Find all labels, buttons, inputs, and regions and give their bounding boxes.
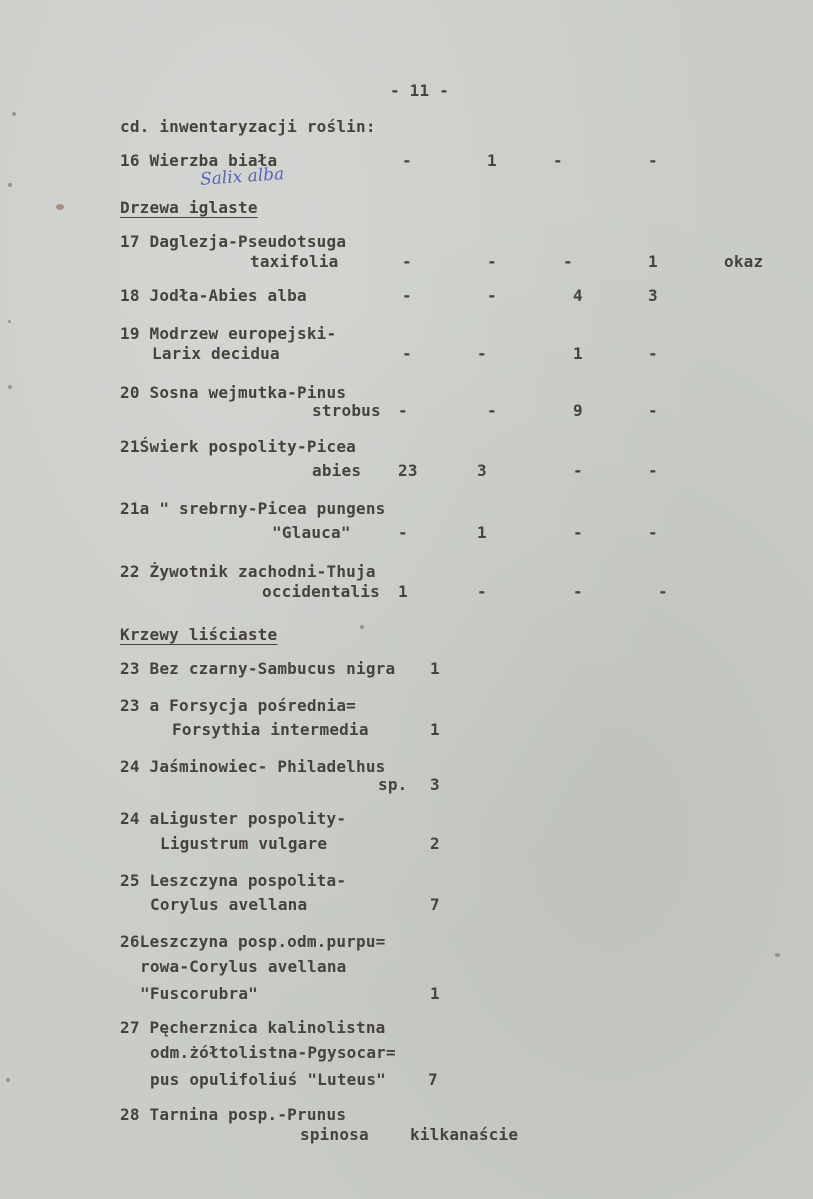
entry-28-name-line1: 28 Tarnina posp.-Prunus: [120, 1105, 347, 1124]
paper-speck: [12, 112, 16, 116]
entry-23-name: 23 Bez czarny-Sambucus nigra: [120, 659, 396, 678]
entry-25-value: 7: [430, 895, 440, 914]
entry-20-col1: -: [398, 401, 408, 420]
entry-18-col1: -: [402, 286, 412, 305]
entry-23a-name-line2: Forsythia intermedia: [172, 720, 369, 739]
entry-22-name-line1: 22 Żywotnik zachodni-Thuja: [120, 562, 376, 581]
paper-speck: [8, 183, 12, 187]
entry-17-col4: 1: [648, 252, 658, 271]
entry-24a-name-line2: Ligustrum vulgare: [160, 834, 328, 853]
entry-21-name-line2: abies: [312, 461, 362, 480]
entry-22-col4: -: [658, 582, 668, 601]
entry-24a-value: 2: [430, 834, 440, 853]
entry-22-col1: 1: [398, 582, 408, 601]
entry-16-col4: -: [648, 151, 658, 170]
entry-21-name-line1: 21Świerk pospolity-Picea: [120, 437, 356, 456]
entry-21a-col1: -: [398, 523, 408, 542]
entry-26-name-line3: "Fuscorubra": [140, 984, 258, 1003]
entry-25-name-line2: Corylus avellana: [150, 895, 308, 914]
entry-25-name-line1: 25 Leszczyna pospolita-: [120, 871, 347, 890]
entry-23-value: 1: [430, 659, 440, 678]
entry-28-name-line2: spinosa: [300, 1125, 369, 1144]
entry-27-value: 7: [428, 1070, 438, 1089]
paper-speck: [360, 625, 364, 629]
entry-21-col4: -: [648, 461, 658, 480]
entry-16-col3: -: [553, 151, 563, 170]
entry-26-value: 1: [430, 984, 440, 1003]
entry-28-value: kilkanaście: [410, 1125, 519, 1144]
entry-20-name-line2: strobus: [312, 401, 381, 420]
entry-20-col3: 9: [573, 401, 583, 420]
entry-20-name-line1: 20 Sosna wejmutka-Pinus: [120, 383, 347, 402]
entry-19-col1: -: [402, 344, 412, 363]
page-number: - 11 -: [390, 81, 449, 100]
entry-19-col3: 1: [573, 344, 583, 363]
paper-speck: [6, 1078, 10, 1082]
entry-26-name-line1: 26Leszczyna posp.odm.purpu=: [120, 932, 386, 951]
intro-line: cd. inwentaryzacji roślin:: [120, 117, 376, 136]
entry-17-note: okaz: [724, 252, 764, 271]
paper-speck: [8, 385, 12, 389]
section-heading-iglaste: Drzewa iglaste: [120, 198, 258, 217]
entry-17-name-line2: taxifolia: [250, 252, 339, 271]
entry-21a-name-line2: "Glauca": [272, 523, 351, 542]
entry-19-col4: -: [648, 344, 658, 363]
entry-24a-name-line1: 24 aLiguster pospolity-: [120, 809, 347, 828]
entry-19-name-line2: Larix decidua: [152, 344, 280, 363]
entry-16-name: 16 Wierzba biała: [120, 151, 278, 170]
entry-17-name-line1: 17 Daglezja-Pseudotsuga: [120, 232, 347, 251]
entry-24-value: 3: [430, 775, 440, 794]
entry-17-col2: -: [487, 252, 497, 271]
entry-19-name-line1: 19 Modrzew europejski-: [120, 324, 337, 343]
entry-21a-col2: 1: [477, 523, 487, 542]
entry-17-col3: -: [563, 252, 573, 271]
entry-21a-name-line1: 21a " srebrny-Picea pungens: [120, 499, 386, 518]
entry-26-name-line2: rowa-Corylus avellana: [140, 957, 347, 976]
entry-21a-col4: -: [648, 523, 658, 542]
paper-speck: [775, 953, 780, 957]
entry-24-name-line1: 24 Jaśminowiec- Philadelhus: [120, 757, 386, 776]
entry-17-col1: -: [402, 252, 412, 271]
entry-22-col2: -: [477, 582, 487, 601]
entry-18-col3: 4: [573, 286, 583, 305]
entry-20-col4: -: [648, 401, 658, 420]
entry-20-col2: -: [487, 401, 497, 420]
entry-27-name-line3: pus opulifoliuś "Luteus": [150, 1070, 386, 1089]
entry-16-col1: -: [402, 151, 412, 170]
entry-27-name-line2: odm.żółtolistna-Pgysocar=: [150, 1043, 396, 1062]
entry-24-name-line2: sp.: [378, 775, 408, 794]
section-heading-krzewy: Krzewy liściaste: [120, 625, 278, 644]
entry-16-col2: 1: [487, 151, 497, 170]
paper-speck: [8, 320, 11, 323]
entry-22-col3: -: [573, 582, 583, 601]
entry-21-col1: 23: [398, 461, 418, 480]
entry-19-col2: -: [477, 344, 487, 363]
entry-21a-col3: -: [573, 523, 583, 542]
paper-speck: [56, 204, 64, 210]
entry-23a-name-line1: 23 a Forsycja pośrednia=: [120, 696, 356, 715]
entry-21-col2: 3: [477, 461, 487, 480]
entry-22-name-line2: occidentalis: [262, 582, 380, 601]
entry-18-col4: 3: [648, 286, 658, 305]
entry-21-col3: -: [573, 461, 583, 480]
entry-27-name-line1: 27 Pęcherznica kalinolistna: [120, 1018, 386, 1037]
entry-18-col2: -: [487, 286, 497, 305]
handwritten-note: Salix alba: [199, 164, 285, 190]
entry-23a-value: 1: [430, 720, 440, 739]
entry-18-name: 18 Jodła-Abies alba: [120, 286, 307, 305]
